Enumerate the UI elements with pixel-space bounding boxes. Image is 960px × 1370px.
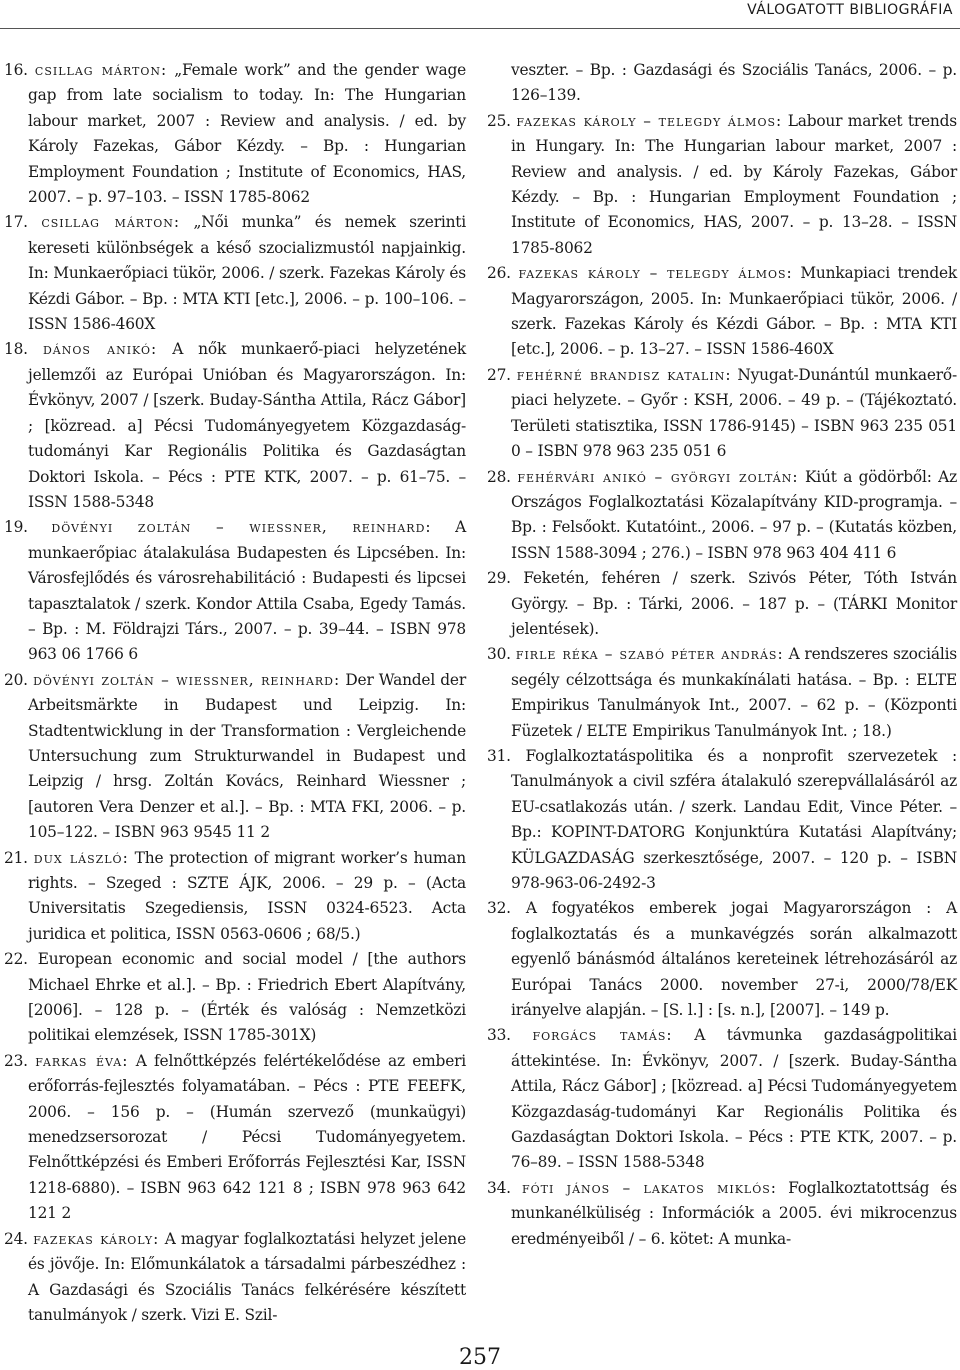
page-number: 257 bbox=[459, 1345, 501, 1370]
entry-text: Kiút a gödörből: Az Országos Foglalkoztatási Közalapítvány KID-programja. – Bp. : Felsőokt. Kutatóint., 2006. – 97 p. – (Kutatás közben, ISSN 1588-3094 ; 276.) – ISBN 978 963 404 411 6 bbox=[511, 467, 957, 562]
entry-number: 32. bbox=[487, 899, 511, 918]
bibliography-entry bbox=[4, 947, 466, 1049]
bibliography-entry bbox=[4, 337, 466, 515]
bibliography-entry bbox=[4, 1049, 466, 1227]
bibliography-entry bbox=[4, 668, 466, 846]
entry-text: A munkaerőpiac átalakulása Budapesten és Lipcsében. In: Városfejlődés és városrehabilitáció : Budapesti és lipcsei tapasztalatok / szerk. Kondor Attila Csaba, Egedy Tamás. – Bp. : M. Földrajzi Társ., 2007. – p. 39–44. – ISBN 978 963 06 1766 6 bbox=[28, 518, 466, 664]
bibliography-entry bbox=[487, 1176, 957, 1252]
entry-author: csillag márton: bbox=[41, 213, 181, 232]
entry-number: 33. bbox=[487, 1026, 511, 1045]
entry-author: csillag márton: bbox=[34, 61, 168, 79]
bibliography-entry bbox=[487, 642, 957, 744]
entry-author: dövényi zoltán – wiessner, reinhard: bbox=[33, 670, 341, 689]
entry-number: 21. bbox=[4, 848, 28, 867]
running-head: VÁLOGATOTT BIBLIOGRÁFIA bbox=[747, 2, 953, 18]
bibliography-entry bbox=[487, 566, 957, 642]
right-column bbox=[487, 58, 957, 1252]
entry-author: farkas éva: bbox=[35, 1051, 129, 1070]
bibliography-entry bbox=[487, 1023, 957, 1175]
bibliography-entry bbox=[4, 210, 466, 337]
entry-author: dux lászló: bbox=[33, 848, 129, 867]
entry-text: „Female work” and the gender wage gap from late socialism to today. In: The Hungarian labour market, 2007 : Review and analysis. / ed. by Károly Fazekas, Gábor Kézdy. – Bp. : Hungarian Employment Foundation ; Institute of Economics, HAS, 2007. – p. 97–103. – ISSN 1785-8062 bbox=[28, 61, 467, 207]
entry-text: A rendszeres szociális segély célzottsága és munkakínálati hatása. – Bp. : ELTE Empirikus Tanulmányok Int., 2007. – 62 p. – (Központi Füzetek / ELTE Empirikus Tanulmányok Int. ; 18.) bbox=[511, 645, 957, 740]
bibliography-entry bbox=[487, 465, 957, 567]
entry-text: The protection of migrant worker’s human rights. – Szeged : SZTE ÁJK, 2006. – 29 p. – (Acta Universitatis Szegediensis, ISSN 0324-6523. Acta juridica et politica, ISSN 0563-0606 ; 68/5.) bbox=[28, 848, 466, 943]
entry-number: 26. bbox=[487, 264, 511, 283]
entry-number: 23. bbox=[4, 1051, 28, 1070]
entry-text: Foglalkoztatáspolitika és a nonprofit szervezetek : Tanulmányok a civil szféra átalakuló szerepvállalásáról az EU-csatlakozás után. / szerk. Landau Edit, Vince Péter. – Bp.: KOPINT-DATORG Konjunktúra Kutatási Alapítvány; KÜLGAZDASÁG szerkesztősége, 2007. – 120 p. – ISBN 978-963-06-2492-3 bbox=[511, 746, 957, 892]
entry-number: 28. bbox=[487, 467, 511, 486]
bibliography-entry bbox=[487, 363, 957, 465]
entry-author: dános anikó: bbox=[42, 340, 158, 359]
entry-number: 31. bbox=[487, 746, 511, 765]
entry-text: „Női munka” és nemek szerinti kereseti különbségek a késő szocializmustól napjainkig. In: Munkaerőpiaci tükör, 2006. / szerk. Fazekas Károly és Kézdi Gábor. – Bp. : MTA KTI [etc.], 2006. – p. 100–106. – ISSN 1586-460X bbox=[28, 213, 466, 334]
entry-number: 16. bbox=[4, 61, 28, 79]
entry-number: 27. bbox=[487, 365, 511, 384]
entry-text: European economic and social model / [the authors Michael Ehrke et al.]. – Bp. : Friedrich Ebert Alapítvány, [2006]. – 128 p. – (Érték és valóság : Nemzetközi politikai elemzések, ISSN 1785-301X) bbox=[28, 950, 466, 1045]
bibliography-entry bbox=[487, 261, 957, 363]
entry-number: 18. bbox=[4, 340, 28, 359]
entry-text: A távmunka gazdaságpolitikai áttekintése. In: Évkönyv, 2007. / [szerk. Buday-Sántha Attila, Rácz Gábor] ; [közread. a] Pécsi Tudományegyetem Közgazdaság-tudományi Kar Regionális Politika és Gazdaságtan Doktori Iskola. – Pécs : PTE KTK, 2007. – p. 76–89. – ISSN 1588-5348 bbox=[511, 1026, 957, 1172]
entry-author: dövényi zoltán – wiessner, reinhard: bbox=[51, 518, 432, 537]
entry-author: fehérvári anikó – györgyi zoltán: bbox=[517, 467, 799, 486]
entry-text: Foglalkoztatottság és munkanélküliség : Információk a 2005. évi mikrocenzus eredményeiből / – 6. kötet: A munka- bbox=[511, 1178, 957, 1248]
entry-text: Feketén, fehéren / szerk. Szivós Péter, Tóth István György. – Bp. : Tárki, 2006. – 187 p. – (TÁRKI Monitor jelentések). bbox=[511, 569, 957, 638]
entry-author: fazekas károly – telegdy álmos: bbox=[518, 264, 793, 283]
entry-author: fehérné brandisz katalin: bbox=[516, 365, 732, 384]
entry-text: Der Wandel der Arbeitsmärkte in Budapest und Leipzig. In: Stadtentwicklung in der Transformation : Vergleichende Untersuchung zum Strukturwandel in Budapest und Leipzig / hrsg. Zoltán Kovács, Reinhard Wiessner ; [autoren Vera Denzer et al.]. – Bp. : MTA FKI, 2006. – p. 105–122. – ISBN 963 9545 11 2 bbox=[28, 670, 466, 842]
bibliography-entry bbox=[487, 109, 957, 261]
entry-number: 25. bbox=[487, 111, 511, 130]
entry-text: A felnőttképzés felértékelődése az emberi erőforrás-fejlesztés folyamatában. – Pécs : PTE FEEFK, 2006. – 156 p. – (Humán szervező (munkaügyi) menedzsersorozat / Pécsi Tudományegyetem. Felnőttképzési és Emberi Erőforrás Fejlesztési Kar, ISSN 1218-6880). – ISBN 963 642 121 8 ; ISBN 978 963 642 121 2 bbox=[28, 1051, 466, 1223]
entry-author: fóti jános – lakatos miklós: bbox=[522, 1178, 777, 1197]
entry-number: 20. bbox=[4, 670, 28, 689]
entry-number: 19. bbox=[4, 518, 28, 537]
entry-text: Labour market trends in Hungary. In: The Hungarian labour market, 2007 : Review and analysis. / ed. by Károly Fazekas, Gábor Kézdy. – Bp. : Hungarian Employment Foundation ; Institute of Economics, HAS, 2007. – p. 13–28. – ISSN 1785-8062 bbox=[511, 111, 957, 257]
entry-author: firle réka – szabó péter andrás: bbox=[515, 645, 784, 664]
header-rule bbox=[0, 28, 960, 29]
bibliography-entry bbox=[4, 515, 466, 667]
bibliography-entry bbox=[4, 1227, 466, 1329]
entry-number: 17. bbox=[4, 213, 28, 232]
entry-text: A magyar foglalkoztatási helyzet jelene és jövője. In: Előmunkálatok a társadalmi párbeszédhez : A Gazdasági és Szociális Tanács felkérésére készített tanulmányok / szerk. Vizi E. Szil- bbox=[28, 1229, 466, 1324]
entry-number: 30. bbox=[487, 645, 511, 664]
entry-text: A nők munkaerő-piaci helyzetének jellemzői az Európai Unióban és Magyarországon. In: Évkönyv, 2007 / [szerk. Buday-Sántha Attila, Rácz Gábor] ; [közread. a] Pécsi Tudományegyetem Közgazdaság-tudományi Kar Regionális Politika és Gazdaságtan Doktori Iskola. – Pécs : PTE KTK, 2007. – p. 61–75. – ISSN 1588-5348 bbox=[28, 340, 466, 511]
entry-text: A fogyatékos emberek jogai Magyarországon : A foglalkoztatás és a munkavégzés során alkalmazott egyenlő bánásmód általános kereteinek létrehozásáról az Európai Tanács 2000. november 27-i, 2000/78/EK irányelve alapján. – [S. l.] : [s. n.], [2007]. – 149 p. bbox=[511, 899, 957, 1020]
entry-number: 29. bbox=[487, 569, 511, 588]
bibliography-entry bbox=[4, 846, 466, 948]
bibliography-entry bbox=[4, 58, 466, 210]
entry-number: 34. bbox=[487, 1178, 511, 1197]
entry-number: 24. bbox=[4, 1229, 28, 1248]
entry-author: fazekas károly: bbox=[33, 1229, 160, 1248]
entry-continuation: veszter. – Bp. : Gazdasági és Szociális Tanács, 2006. – p. 126–139. bbox=[511, 61, 957, 105]
entry-number: 22. bbox=[4, 950, 28, 969]
entry-author: fazekas károly – telegdy álmos: bbox=[516, 111, 783, 130]
left-column bbox=[4, 58, 466, 1328]
bibliography-entry bbox=[487, 744, 957, 896]
entry-author: forgács tamás: bbox=[532, 1026, 673, 1045]
bibliography-entry bbox=[487, 896, 957, 1023]
entry-text: Munkapiaci trendek Magyarországon, 2005. In: Munkaerőpiaci tükör, 2006. / szerk. Fazekas Károly és Kézdi Gábor. – Bp. : MTA KTI [etc.], 2006. – p. 13–27. – ISSN 1586-460X bbox=[511, 264, 958, 359]
entry-text: Nyugat-Dunántúl munkaerő-piaci helyzete. – Győr : KSH, 2006. – 49 p. – (Tájékoztató. Területi statisztika, ISSN 1786-9145) – ISBN 963 235 051 0 – ISBN 978 963 235 051 6 bbox=[511, 365, 957, 461]
